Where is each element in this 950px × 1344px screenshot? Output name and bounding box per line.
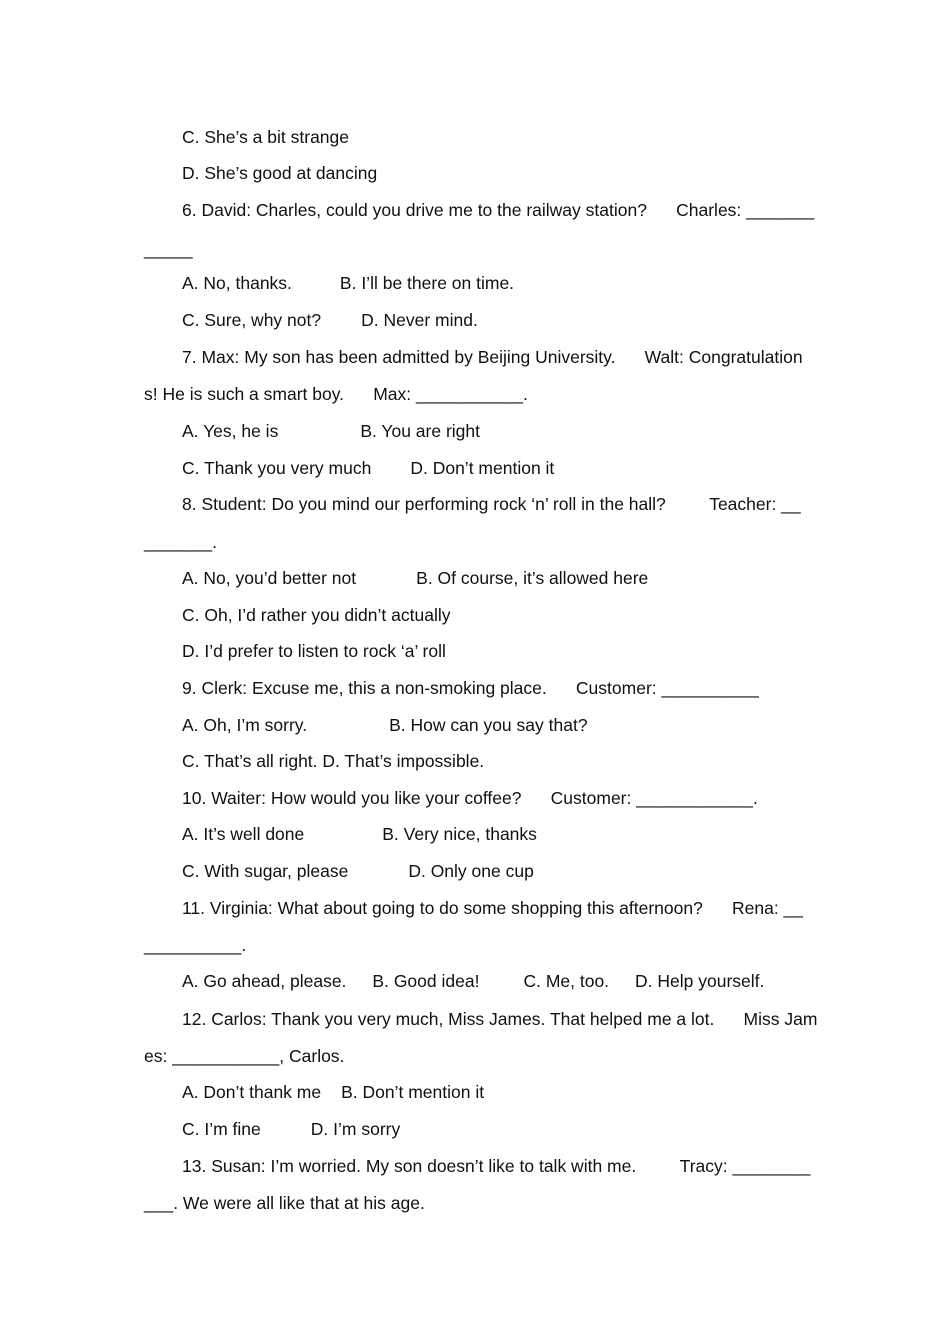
option-line xyxy=(182,162,377,184)
question-11-continuation xyxy=(144,934,246,956)
option-line xyxy=(182,272,514,294)
question-text: s! He is such a smart boy. Max: ___________. xyxy=(144,384,528,404)
option-line xyxy=(182,309,478,331)
option-line xyxy=(182,567,648,589)
question-12 xyxy=(182,1008,817,1030)
question-text: es: ___________, Carlos. xyxy=(144,1046,345,1066)
option-a: A. Don’t thank me xyxy=(182,1082,322,1102)
question-text: 9. Clerk: Excuse me, this a non-smoking place. Customer: __________ xyxy=(182,678,759,698)
question-text: 6. David: Charles, could you drive me to the railway station? Charles: _______ xyxy=(182,200,815,220)
question-text: __________. xyxy=(144,935,247,955)
option-line xyxy=(182,126,349,148)
question-6 xyxy=(182,199,814,221)
question-text: 8. Student: Do you mind our performing rock ‘n’ roll in the hall? Teacher: __ xyxy=(182,494,801,514)
option-text: D. She’s good at dancing xyxy=(182,163,378,183)
option-b: B. Good idea! xyxy=(372,971,480,991)
option-c: C. I’m fine xyxy=(182,1119,261,1139)
question-text: 12. Carlos: Thank you very much, Miss James. That helped me a lot. Miss Jam xyxy=(182,1009,818,1029)
question-8-continuation xyxy=(144,531,217,553)
option-line xyxy=(182,823,537,845)
option-line xyxy=(182,714,588,736)
option-line xyxy=(182,420,480,442)
question-7 xyxy=(182,346,803,368)
question-7-continuation xyxy=(144,383,528,405)
option-b: B. You are right xyxy=(360,421,480,441)
option-text: C. She’s a bit strange xyxy=(182,127,349,147)
option-d: D. Never mind. xyxy=(361,310,478,330)
option-line xyxy=(182,970,764,992)
option-d: D. Don’t mention it xyxy=(410,458,555,478)
question-text: ___. We were all like that at his age. xyxy=(144,1193,425,1213)
option-c: C. Me, too. xyxy=(523,971,610,991)
option-c: C. With sugar, please xyxy=(182,861,349,881)
question-10 xyxy=(182,787,758,809)
option-d: D. I’m sorry xyxy=(310,1119,401,1139)
option-d: D. I’d prefer to listen to rock ‘a’ roll xyxy=(182,641,446,661)
option-d: D. Help yourself. xyxy=(635,971,765,991)
option-line xyxy=(182,640,446,662)
option-b: B. Very nice, thanks xyxy=(382,824,537,844)
question-text: 10. Waiter: How would you like your coffee? Customer: ____________. xyxy=(182,788,758,808)
question-text: 13. Susan: I’m worried. My son doesn’t like to talk with me. Tracy: ________ xyxy=(182,1156,811,1176)
question-11 xyxy=(182,897,803,919)
option-d: D. Only one cup xyxy=(408,861,534,881)
option-a: A. It’s well done xyxy=(182,824,305,844)
question-13-continuation xyxy=(144,1192,425,1214)
option-c: C. Oh, I’d rather you didn’t actually xyxy=(182,605,451,625)
question-text: 7. Max: My son has been admitted by Beijing University. Walt: Congratulation xyxy=(182,347,803,367)
option-b: B. How can you say that? xyxy=(389,715,588,735)
option-a: A. No, you’d better not xyxy=(182,568,357,588)
option-line xyxy=(182,860,534,882)
option-line xyxy=(182,1081,484,1103)
option-b: B. Of course, it’s allowed here xyxy=(416,568,649,588)
option-c: C. Sure, why not? xyxy=(182,310,322,330)
option-b: B. I’ll be there on time. xyxy=(339,273,515,293)
option-line xyxy=(182,604,450,626)
option-a: A. Yes, he is xyxy=(182,421,279,441)
question-text: _____ xyxy=(144,239,193,259)
question-13 xyxy=(182,1155,810,1177)
option-c-d: C. That’s all right. D. That’s impossible. xyxy=(182,751,485,771)
option-b: B. Don’t mention it xyxy=(341,1082,485,1102)
question-6-continuation xyxy=(144,238,193,260)
option-a: A. Oh, I’m sorry. xyxy=(182,715,308,735)
question-8 xyxy=(182,493,801,515)
option-a: A. No, thanks. xyxy=(182,273,292,293)
question-text: 11. Virginia: What about going to do some shopping this afternoon? Rena: __ xyxy=(182,898,804,918)
question-9 xyxy=(182,677,759,699)
option-c: C. Thank you very much xyxy=(182,458,372,478)
option-line xyxy=(182,750,484,772)
question-12-continuation xyxy=(144,1045,344,1067)
option-line xyxy=(182,1118,400,1140)
option-line xyxy=(182,457,554,479)
option-a: A. Go ahead, please. xyxy=(182,971,347,991)
question-text: _______. xyxy=(144,532,217,552)
